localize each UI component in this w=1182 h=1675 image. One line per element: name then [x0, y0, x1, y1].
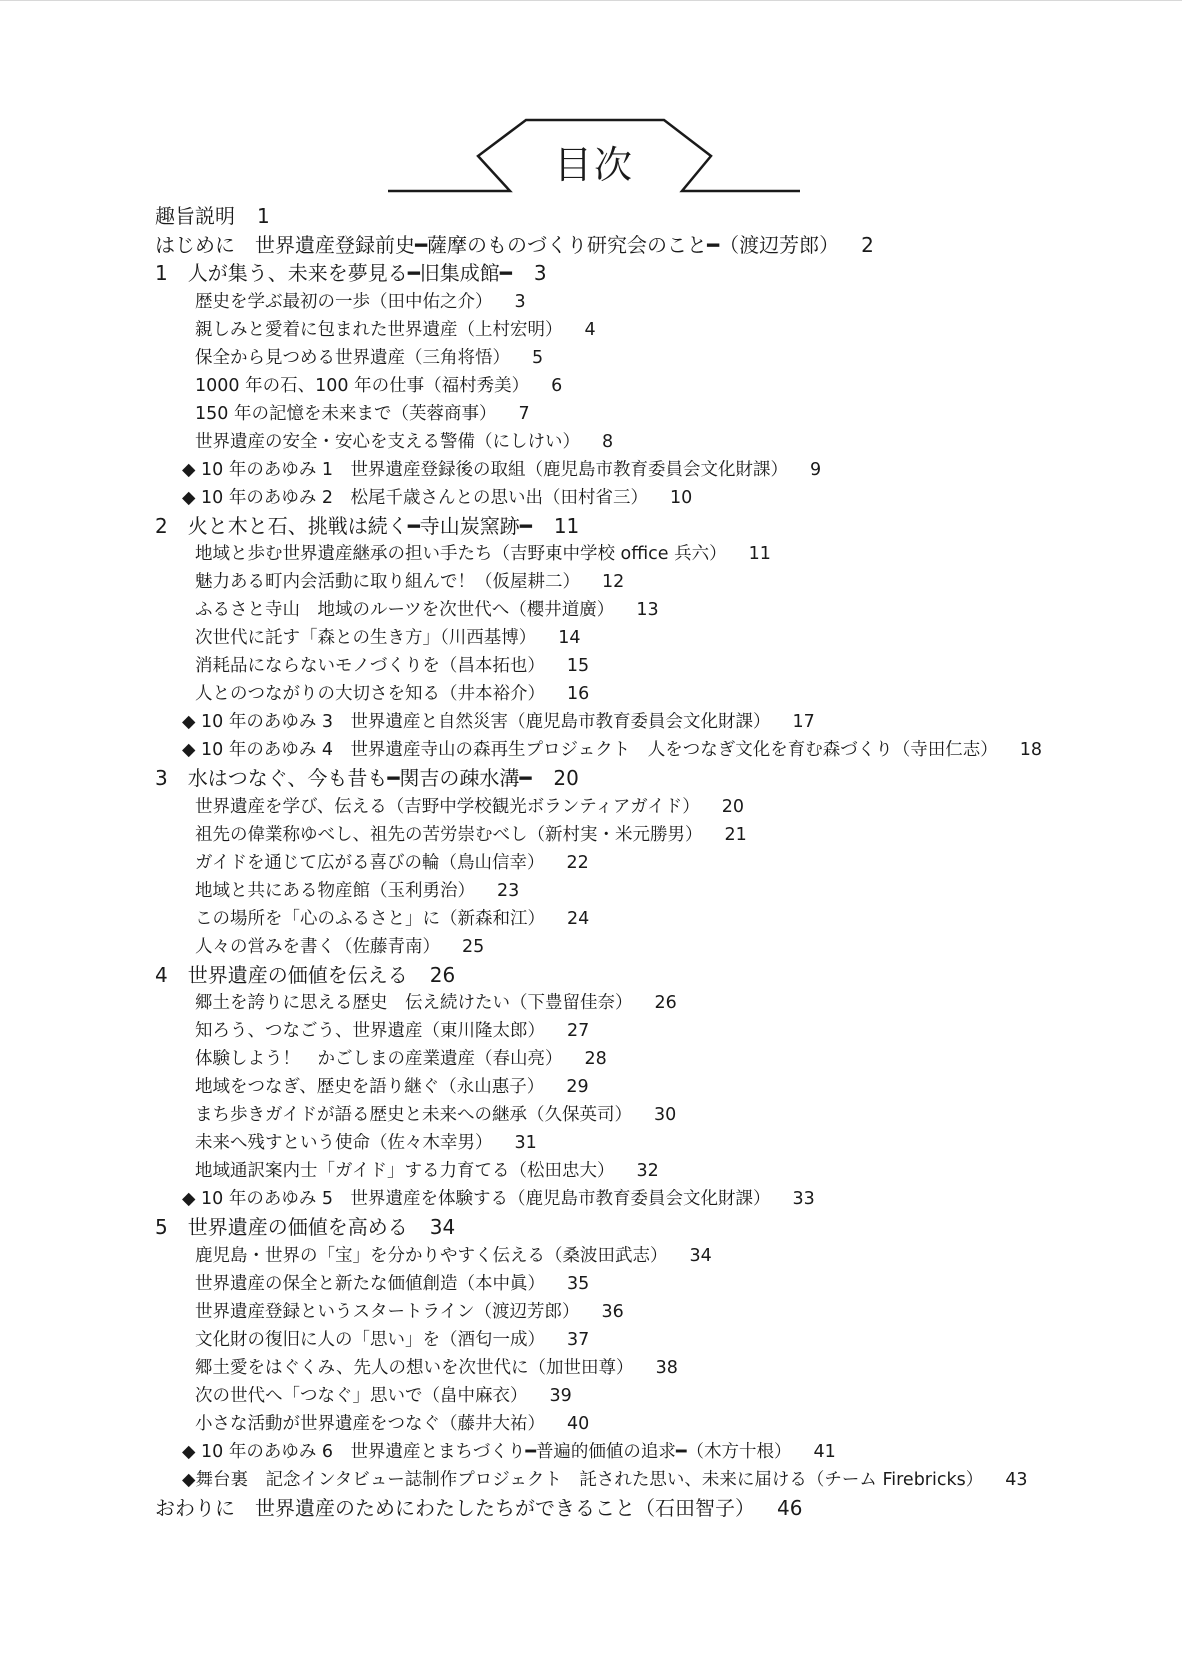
toc-entry[interactable]	[155, 821, 1155, 849]
toc-entry-page-number: 20	[553, 766, 579, 790]
toc-entry[interactable]	[155, 736, 1155, 764]
toc-entry-title: ◆舞台裏 記念インタビュー誌制作プロジェクト 託された思い、未来に届ける（チーム Firebricks）	[182, 1469, 984, 1490]
toc-entry[interactable]	[155, 680, 1155, 708]
toc-entry-title: ◆ 10 年のあゆみ 6 世界遺産とまちづくり━普遍的価値の追求━（木方十根）	[182, 1441, 792, 1462]
toc-entry-title: 4 世界遺産の価値を伝える	[155, 962, 408, 987]
toc-entry[interactable]	[155, 512, 1155, 541]
toc-entry-page-number: 24	[567, 908, 590, 929]
toc-entry-title: ◆ 10 年のあゆみ 2 松尾千歳さんとの思い出（田村省三）	[182, 487, 649, 508]
toc-entry[interactable]	[155, 568, 1155, 596]
toc-entry-title: 郷土愛をはぐくみ、先人の想いを次世代に（加世田尊）	[195, 1357, 634, 1378]
toc-entry-title: 次の世代へ「つなぐ」思いで（畠中麻衣）	[195, 1385, 528, 1406]
toc-entry[interactable]	[155, 596, 1155, 624]
toc-entry-page-number: 33	[792, 1189, 815, 1209]
toc-entry[interactable]	[155, 1494, 1155, 1523]
toc-entry[interactable]	[155, 1045, 1155, 1073]
toc-entry[interactable]	[155, 372, 1155, 400]
toc-entry-page-number: 3	[533, 261, 547, 285]
toc-entry-title: 世界遺産の保全と新たな価値創造（本中眞）	[195, 1273, 545, 1294]
toc-entry[interactable]	[155, 456, 1155, 484]
toc-entry[interactable]	[155, 1354, 1155, 1382]
toc-entry-title: ◆ 10 年のあゆみ 1 世界遺産登録後の取組（鹿児島市教育委員会文化財課）	[182, 459, 789, 480]
toc-entry-page-number: 39	[549, 1385, 572, 1406]
toc-entry-page-number: 38	[655, 1357, 678, 1378]
toc-entry-title: 3 水はつなぐ、今も昔も━関吉の疎水溝━	[155, 766, 532, 790]
toc-entry-title: 世界遺産を学び、伝える（吉野中学校観光ボランティアガイド）	[195, 796, 700, 817]
toc-entry-page-number: 35	[567, 1273, 590, 1294]
toc-entry-title: 1000 年の石、100 年の仕事（福村秀美）	[195, 375, 530, 396]
toc-entry-title: 未来へ残すという使命（佐々木幸男）	[195, 1133, 493, 1153]
toc-entry-title: この場所を「心のふるさと」に（新森和江）	[195, 908, 545, 929]
toc-entry-title: 地域をつなぎ、歴史を語り継ぐ（永山惠子）	[195, 1077, 545, 1097]
toc-entry-page-number: 11	[553, 513, 580, 538]
toc-entry[interactable]	[155, 1129, 1155, 1157]
toc-entry[interactable]	[155, 849, 1155, 877]
toc-entry-page-number: 8	[602, 431, 614, 452]
toc-entry-page-number: 26	[429, 962, 456, 987]
toc-entry[interactable]	[155, 961, 1155, 990]
toc-entry-page-number: 32	[636, 1161, 659, 1181]
toc-entry[interactable]	[155, 1242, 1155, 1270]
toc-entry-title: 5 世界遺産の価値を高める	[155, 1215, 408, 1239]
toc-entry[interactable]	[155, 428, 1155, 456]
toc-entry[interactable]	[155, 344, 1155, 372]
toc-entry-title: 世界遺産の安全・安心を支える警備（にしけい）	[195, 431, 580, 452]
toc-entry-page-number: 25	[462, 936, 485, 957]
toc-entry-title: 小さな活動が世界遺産をつなぐ（藤井大祐）	[195, 1413, 545, 1434]
toc-entry-title: ◆ 10 年のあゆみ 3 世界遺産と自然災害（鹿児島市教育委員会文化財課）	[182, 712, 771, 732]
toc-entry[interactable]	[155, 708, 1155, 736]
toc-entry-page-number: 30	[653, 1105, 677, 1125]
toc-entry-title: 歴史を学ぶ最初の一歩（田中佑之介）	[195, 291, 493, 312]
toc-entry[interactable]	[155, 624, 1155, 652]
toc-entry-title: 世界遺産登録というスタートライン（渡辺芳郎）	[195, 1301, 580, 1322]
toc-entry-title: 体験しよう！ かごしまの産業遺産（春山亮）	[195, 1049, 563, 1069]
toc-entry-title: 祖先の偉業称ゆべし、祖先の苦労崇むべし（新村実・米元勝男）	[195, 824, 703, 845]
toc-entry[interactable]	[155, 905, 1155, 933]
toc-entry-page-number: 7	[518, 403, 530, 424]
toc-entry-title: 2 火と木と石、挑戦は続く━寺山炭窯跡━	[155, 513, 532, 538]
toc-entry-page-number: 3	[514, 291, 526, 312]
toc-entry-title: 知ろう、つなごう、世界遺産（東川隆太郎）	[195, 1021, 545, 1041]
toc-entry-page-number: 34	[689, 1245, 712, 1266]
toc-entry[interactable]	[155, 793, 1155, 821]
toc-entry-page-number: 1	[257, 204, 270, 228]
toc-entry-title: はじめに 世界遺産登録前史━薩摩のものづくり研究会のこと━（渡辺芳郎）	[155, 232, 840, 257]
toc-entry-title: 保全から見つめる世界遺産（三角将悟）	[195, 347, 510, 368]
toc-entry-page-number: 15	[566, 656, 590, 676]
toc-entry-page-number: 26	[654, 993, 677, 1013]
toc-entry[interactable]	[155, 1466, 1155, 1494]
toc-entry-title: 郷土を誇りに思える歴史 伝え続けたい（下豊留佳奈）	[195, 993, 633, 1013]
toc-entry[interactable]	[155, 933, 1155, 961]
toc-entry[interactable]	[155, 1298, 1155, 1326]
toc-entry[interactable]	[155, 1157, 1155, 1185]
toc-entry-title: 地域と共にある物産館（玉利勇治）	[195, 880, 475, 901]
toc-entry[interactable]	[155, 877, 1155, 905]
toc-entry[interactable]	[155, 1101, 1155, 1129]
toc-entry-title: 1 人が集う、未来を夢見る━旧集成館━	[155, 261, 512, 285]
toc-entry-title: 地域と歩む世界遺産継承の担い手たち（吉野東中学校 office 兵六）	[195, 544, 727, 564]
toc-entry-title: 地域通訳案内士「ガイド」する力育てる（松田忠大）	[195, 1161, 615, 1181]
toc-entry-title: ◆ 10 年のあゆみ 5 世界遺産を体験する（鹿児島市教育委員会文化財課）	[182, 1189, 771, 1209]
page-top-rule	[0, 0, 1182, 1]
toc-entry[interactable]	[155, 400, 1155, 428]
toc-entry-title: まち歩きガイドが語る歴史と未来への継承（久保英司）	[195, 1105, 632, 1125]
toc-entry-page-number: 36	[601, 1301, 624, 1322]
toc-entry-page-number: 11	[748, 544, 771, 564]
toc-entry-page-number: 18	[1019, 740, 1042, 760]
toc-entry[interactable]	[155, 316, 1155, 344]
toc-entry[interactable]	[155, 1438, 1155, 1466]
toc-entry-page-number: 37	[567, 1329, 590, 1350]
toc-entry[interactable]	[155, 1073, 1155, 1101]
toc-entry-page-number: 16	[567, 684, 590, 704]
toc-entry[interactable]	[155, 1382, 1155, 1410]
toc-entry-page-number: 13	[636, 600, 659, 620]
toc-entry-page-number: 5	[532, 347, 544, 368]
toc-entry-title: 人々の営みを書く（佐藤青南）	[195, 936, 440, 957]
toc-entry-page-number: 9	[810, 459, 822, 480]
toc-entry-title: ガイドを通じて広がる喜びの輪（鳥山信幸）	[195, 852, 545, 873]
toc-entry-title: 魅力ある町内会活動に取り組んで！（仮屋耕二）	[195, 572, 580, 592]
toc-entry-page-number: 21	[724, 824, 747, 845]
toc-entry-title: 人とのつながりの大切さを知る（井本裕介）	[195, 684, 545, 704]
toc-entry-page-number: 20	[721, 796, 744, 817]
toc-entry-title: 文化財の復旧に人の「思い」を（酒匂一成）	[195, 1329, 545, 1350]
toc-entry[interactable]	[155, 1270, 1155, 1298]
toc-entry-title: 鹿児島・世界の「宝」を分かりやすく伝える（桑波田武志）	[195, 1245, 668, 1266]
toc-heading	[388, 118, 800, 198]
toc-entry[interactable]	[155, 1410, 1155, 1438]
toc-entry[interactable]	[155, 202, 1155, 231]
toc-entry[interactable]	[155, 288, 1155, 316]
toc-entry-title: ふるさと寺山 地域のルーツを次世代へ（櫻井道廣）	[195, 600, 615, 620]
toc-entry[interactable]	[155, 764, 1155, 793]
toc-entry-page-number: 2	[861, 232, 874, 257]
toc-entry[interactable]	[155, 1185, 1155, 1213]
toc-entry-page-number: 40	[567, 1413, 590, 1434]
toc-entry-page-number: 17	[792, 712, 815, 732]
toc-entry-page-number: 43	[1005, 1469, 1028, 1490]
toc-entry-page-number: 28	[584, 1049, 607, 1069]
toc-entry-title: 次世代に託す「森との生き方」（川西基博）	[195, 628, 537, 648]
toc-entry-title: 消耗品にならないモノづくりを（昌本拓也）	[195, 656, 545, 676]
toc-entry[interactable]	[155, 484, 1155, 512]
table-of-contents	[155, 202, 1155, 1522]
toc-entry-page-number: 46	[777, 1495, 803, 1520]
toc-entry-page-number: 34	[429, 1215, 456, 1239]
toc-entry-page-number: 27	[567, 1021, 590, 1041]
toc-entry[interactable]	[155, 1213, 1155, 1242]
toc-entry-page-number: 29	[566, 1077, 589, 1097]
toc-entry-page-number: 31	[514, 1133, 537, 1153]
toc-entry[interactable]	[155, 1017, 1155, 1045]
toc-entry-page-number: 41	[813, 1441, 836, 1462]
toc-entry[interactable]	[155, 1326, 1155, 1354]
toc-entry-title: 趣旨説明	[155, 204, 235, 228]
toc-entry-page-number: 14	[558, 628, 581, 648]
toc-entry-page-number: 10	[670, 487, 693, 508]
toc-entry[interactable]	[155, 259, 1155, 288]
toc-entry[interactable]	[155, 652, 1155, 680]
toc-entry-page-number: 6	[551, 375, 563, 396]
toc-entry-page-number: 12	[602, 572, 625, 592]
toc-entry-title: 親しみと愛着に包まれた世界遺産（上村宏明）	[195, 319, 563, 340]
toc-entry-title: ◆ 10 年のあゆみ 4 世界遺産寺山の森再生プロジェクト 人をつなぎ文化を育む森づくり（寺田仁志）	[182, 740, 998, 760]
toc-entry[interactable]	[155, 989, 1155, 1017]
toc-entry[interactable]	[155, 231, 1155, 260]
toc-entry-page-number: 23	[497, 880, 520, 901]
toc-entry[interactable]	[155, 540, 1155, 568]
toc-entry-title: 150 年の記憶を未来まで（芙蓉商事）	[195, 403, 497, 424]
toc-entry-page-number: 22	[566, 852, 589, 873]
page-title: 目次	[553, 143, 634, 187]
toc-entry-title: おわりに 世界遺産のためにわたしたちができること（石田智子）	[155, 1495, 755, 1520]
toc-entry-page-number: 4	[584, 319, 596, 340]
